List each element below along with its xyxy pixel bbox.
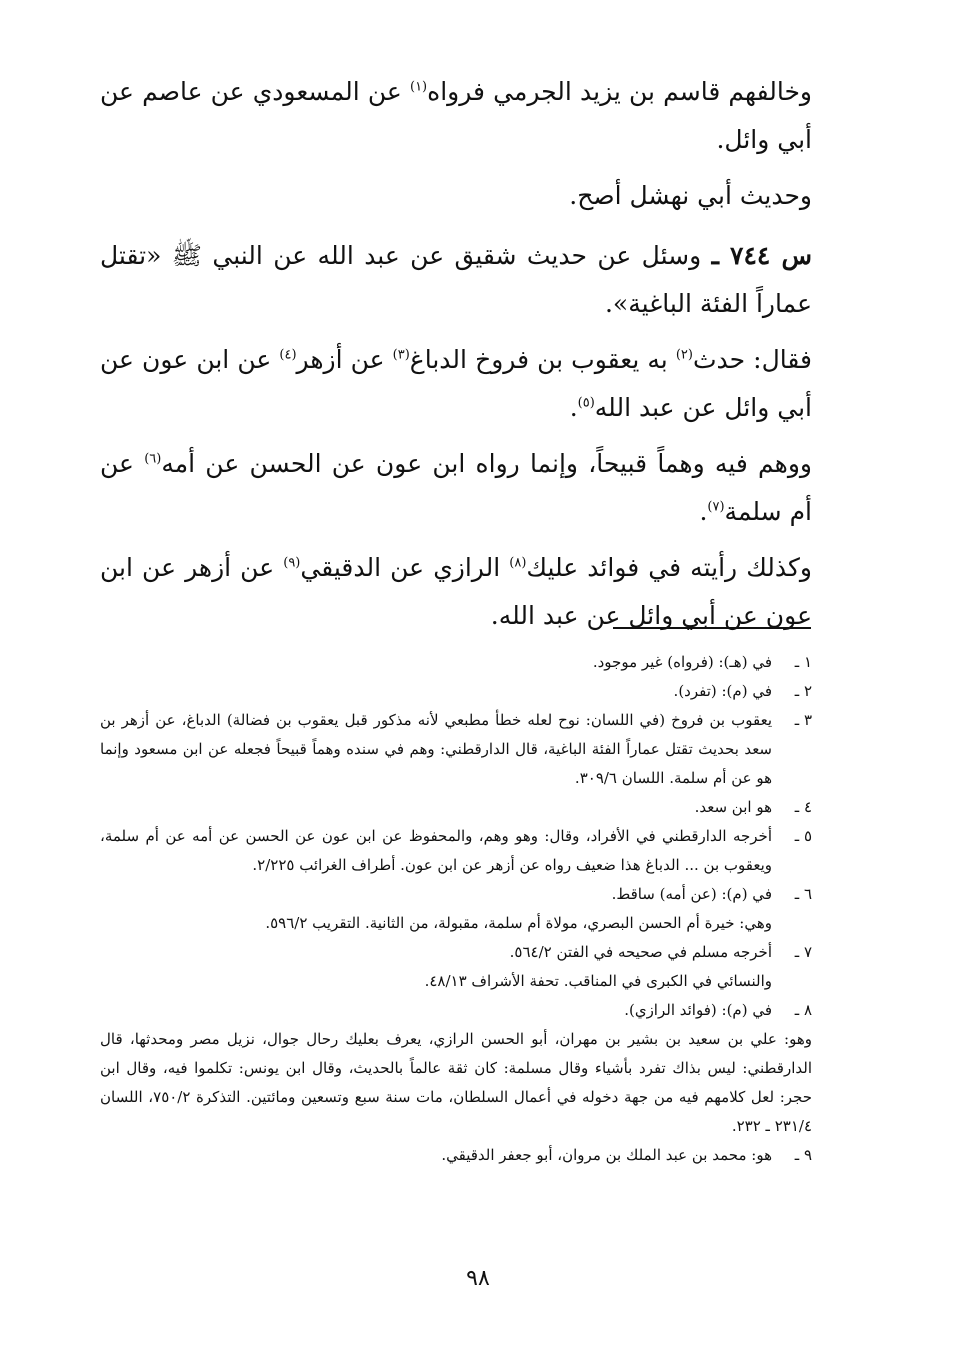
footnote-separator bbox=[613, 627, 811, 629]
footnote-3 bbox=[100, 706, 812, 793]
footnote-6-continuation: وهي: خيرة أم الحسن البصري، مولاة أم سلمة، مقبولة، من الثانية. التقريب ٥٩٦/٢. bbox=[265, 914, 772, 932]
footnote-ref-9: (٩) bbox=[283, 555, 301, 571]
text-run: فقال: حدث bbox=[692, 345, 812, 374]
footnote-ref-5: (٥) bbox=[577, 395, 595, 411]
footnotes bbox=[100, 648, 812, 1170]
footnote-4 bbox=[100, 793, 812, 822]
footnote-5 bbox=[100, 822, 812, 880]
footnote-ref-3: (٣) bbox=[392, 347, 410, 363]
footnote-number: ٩ ـ bbox=[794, 1146, 812, 1164]
text-run: ووهم فيه وهماً قبيحاً، وإنما رواه ابن عون عن الحسن عن أمه bbox=[161, 449, 812, 478]
footnote-8-continuation: وهو: علي بن سعيد بن بشير بن مهران، أبو الحسن الرازي، يعرف بعليك رحال جوال، نزيل مصر ومحدثها، قال الدارقطني: ليس بذاك تفرد بأشياء وقال مسلمة: كان ثقة عالماً بالحديث، وقال ابن يونس: تكلموا فيه، وقال ابن حجر: لعل كلامهم فيه من جهة دخوله في أعمال السلطان، مات سنة سبع وتسعين ومائتين. التذكرة ٧٥٠/٢، اللسان ٢٣١/٤ ـ ٢٣٢. bbox=[100, 1030, 812, 1135]
fawaid-paragraph bbox=[100, 544, 812, 640]
error-paragraph bbox=[100, 440, 812, 536]
text-run: عن المسعودي عن عاصم عن أبي وائل. bbox=[100, 77, 812, 154]
text-run: به يعقوب بن فروخ الدباغ bbox=[409, 345, 676, 374]
text-run: وحديث أبي نهشل أصح. bbox=[569, 181, 812, 210]
paragraph-qasim bbox=[100, 68, 812, 164]
footnote-text: هو: محمد بن عبد الملك بن مروان، أبو جعفر الدقيقي. bbox=[441, 1146, 772, 1164]
text-run: عن أزهر bbox=[296, 345, 393, 374]
footnote-1 bbox=[100, 648, 812, 677]
question-number: س ٧٤٤ ـ bbox=[711, 241, 812, 270]
footnote-number: ٨ ـ bbox=[794, 1001, 812, 1019]
footnote-ref-6: (٦) bbox=[144, 451, 162, 467]
footnote-text: أخرجه الدارقطني في الأفراد، وقال: وهو وهم، والمحفوظ عن ابن عون عن الحسن عن أمه عن أم سلمة، ويعقوب بن ... الدباغ هذا ضعيف رواه عن أزهر عن ابن عون. أطراف الغرائب ٢/٢٢٥. bbox=[100, 827, 772, 874]
question-744 bbox=[100, 232, 812, 328]
footnote-number: ٤ ـ bbox=[794, 798, 812, 816]
footnote-text: في (م): (تفرد). bbox=[673, 682, 772, 700]
footnote-text: في (هـ): (فرواه) غير موجود. bbox=[592, 653, 772, 671]
footnote-7 bbox=[100, 938, 812, 967]
footnote-ref-4: (٤) bbox=[279, 347, 297, 363]
footnote-6 bbox=[100, 880, 812, 909]
question-text: وسئل عن حديث شقيق عن عبد الله عن النبي ﷺ «تقتل عماراً الفئة الباغية». bbox=[100, 241, 812, 318]
footnote-text: يعقوب بن فروخ (في اللسان: نوح لعله خطأ مطبعي لأنه مذكور قبل يعقوب بن فضالة) الدباغ، عن أزهر بن سعد بحديث تقتل عماراً الفئة الباغية، قال الدارقطني: وهم في سنده وهماً قبيحاً فجعله عن ابن مسعود وإنما هو عن أم سلمة. اللسان ٣٠٩/٦. bbox=[100, 711, 772, 787]
text-run: . bbox=[569, 393, 578, 422]
paragraph-abu-nahshal bbox=[100, 172, 812, 220]
footnote-text: هو ابن سعد. bbox=[694, 798, 772, 816]
text-run: وخالفهم قاسم بن يزيد الجرمي فرواه bbox=[427, 77, 812, 106]
footnote-ref-8: (٨) bbox=[509, 555, 527, 571]
footnote-ref-1: (١) bbox=[409, 79, 428, 95]
text-run: عن أم سلمة bbox=[100, 449, 812, 526]
footnote-7-continuation: والنسائي في الكبرى في المناقب. تحفة الأشراف ٤٨/١٣. bbox=[424, 972, 772, 990]
footnote-ref-2: (٢) bbox=[675, 347, 693, 363]
footnote-9 bbox=[100, 1141, 812, 1170]
page-number: ٩٨ bbox=[466, 1266, 490, 1291]
text-run: عن ابن عون عن أبي وائل عن عبد الله bbox=[100, 345, 812, 422]
text-run: عن أزهر عن ابن عون عن أبي وائل عن عبد الله. bbox=[100, 553, 812, 630]
text-run: الرازي عن الدقيقي bbox=[300, 553, 510, 582]
footnote-number: ١ ـ bbox=[794, 653, 812, 671]
footnote-text: أخرجه مسلم في صحيحه في الفتن ٥٦٤/٢. bbox=[509, 943, 772, 961]
footnote-number: ٣ ـ bbox=[794, 711, 812, 729]
footnote-ref-7: (٧) bbox=[707, 499, 725, 515]
answer-paragraph bbox=[100, 336, 812, 432]
footnote-number: ٧ ـ bbox=[794, 943, 812, 961]
footnote-number: ٦ ـ bbox=[794, 885, 812, 903]
footnote-number: ٥ ـ bbox=[794, 827, 812, 845]
footnote-number: ٢ ـ bbox=[794, 682, 812, 700]
footnote-2 bbox=[100, 677, 812, 706]
text-run: . bbox=[699, 497, 708, 526]
footnote-text: في (م): (عن أمه) ساقط. bbox=[611, 885, 772, 903]
main-text bbox=[100, 68, 812, 648]
text-run: وكذلك رأيته في فوائد عليك bbox=[526, 553, 812, 582]
footnote-text: في (م): (فوائد الرازي). bbox=[624, 1001, 772, 1019]
footnote-8 bbox=[100, 996, 812, 1025]
